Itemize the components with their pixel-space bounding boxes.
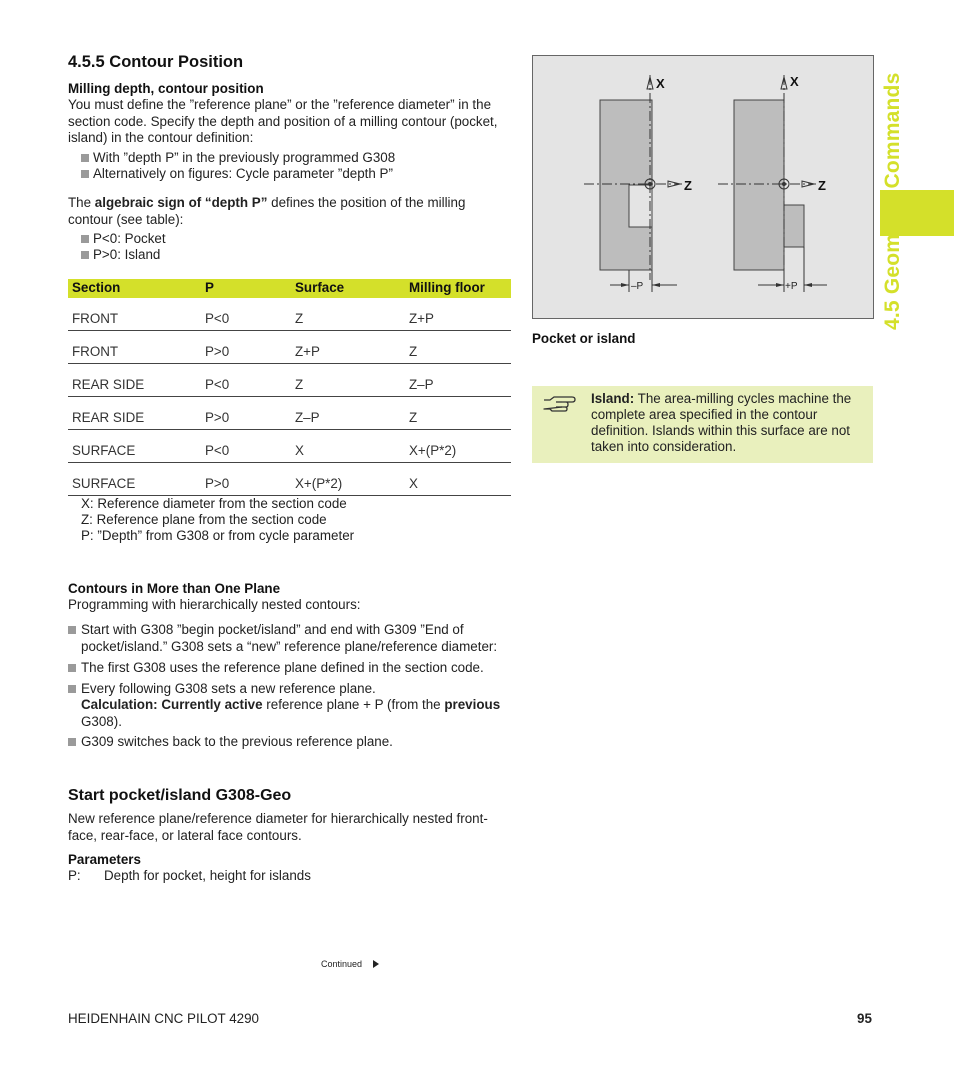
table-cell: Z–P	[291, 397, 405, 430]
table-cell: Z–P	[405, 364, 511, 397]
table-cell: Z+P	[405, 298, 511, 331]
table-cell: Z	[291, 364, 405, 397]
table-header: Section	[68, 279, 201, 298]
table-cell: X+(P*2)	[405, 430, 511, 463]
sign-bullet-2: P>0: Island	[81, 247, 160, 264]
table-cell: FRONT	[68, 298, 201, 331]
milling-bullet-1: With ”depth P” in the previously programmed G308	[81, 150, 395, 167]
contours-plane-intro: Programming with hierarchically nested contours:	[68, 597, 361, 612]
table-cell: X	[291, 430, 405, 463]
list-item: G309 switches back to the previous reference plane.	[68, 734, 513, 751]
legend-z: Z: Reference plane from the section code	[81, 512, 327, 527]
section-heading: 4.5.5 Contour Position	[68, 53, 244, 71]
contours-plane-title: Contours in More than One Plane	[68, 581, 281, 596]
table-cell: X	[405, 463, 511, 496]
table-row	[68, 331, 511, 364]
note-text: Island: The area-milling cycles machine the complete area specified in the contour definition. Islands within this surface are not taken into consideration.	[591, 391, 852, 454]
legend-p: P: ”Depth” from G308 or from cycle parameter	[81, 528, 355, 543]
island-step	[784, 205, 804, 247]
table-header: P	[201, 279, 291, 298]
figure-pocket-island	[532, 55, 874, 319]
table-cell: REAR SIDE	[68, 397, 201, 430]
dimension-plus-p: +P	[785, 281, 798, 292]
table-cell: Z	[291, 298, 405, 331]
list-item: Start with G308 ”begin pocket/island” and end with G309 ”End of pocket/island.” G308 sets a “new” reference plane/reference diameter:	[68, 622, 513, 655]
list-item: The first G308 uses the reference plane defined in the section code.	[68, 660, 513, 677]
figure-caption: Pocket or island	[532, 331, 636, 346]
page-number: 95	[857, 1011, 872, 1026]
table-row	[68, 397, 511, 430]
param-value: Depth for pocket, height for islands	[104, 868, 311, 883]
table-header: Surface	[291, 279, 405, 298]
dimension-minus-p: –P	[631, 281, 644, 292]
milling-depth-title: Milling depth, contour position	[68, 81, 264, 96]
milling-bullet-2: Alternatively on figures: Cycle parameter ”depth P”	[81, 166, 393, 183]
island-note	[532, 386, 873, 463]
sign-paragraph: The algebraic sign of “depth P” defines the position of the milling contour (see table):	[68, 195, 466, 227]
table-cell: FRONT	[68, 331, 201, 364]
table-cell: Z+P	[291, 331, 405, 364]
table-cell: Z	[405, 331, 511, 364]
pointing-hand-icon	[542, 392, 578, 414]
pocket-cutout	[629, 185, 652, 227]
table-cell: P<0	[201, 298, 291, 331]
right-workpiece	[734, 100, 784, 270]
table-cell: SURFACE	[68, 430, 201, 463]
table-cell: P>0	[201, 397, 291, 430]
table-cell: P>0	[201, 463, 291, 496]
table-cell: P>0	[201, 331, 291, 364]
position-table	[68, 279, 511, 496]
axis-x-label-right: X	[790, 74, 799, 89]
table-row	[68, 430, 511, 463]
sign-bullet-1: P<0: Pocket	[81, 231, 166, 248]
table-cell: P<0	[201, 430, 291, 463]
table-row	[68, 298, 511, 331]
table-cell: P<0	[201, 364, 291, 397]
param-key: P:	[68, 868, 81, 883]
table-cell: Z	[405, 397, 511, 430]
axis-x-label-left: X	[656, 76, 665, 91]
contours-plane-list	[68, 622, 513, 755]
table-row	[68, 463, 511, 496]
start-pocket-title: Start pocket/island G308-Geo	[68, 787, 292, 804]
milling-depth-text: You must define the ”reference plane” or the ”reference diameter” in the section code. Specify the depth and position of a milling contour (pocket, island) in the contour definition:	[68, 97, 498, 145]
table-cell: SURFACE	[68, 463, 201, 496]
arrow-right-icon	[373, 960, 379, 968]
chapter-side-title: 4.5 Geometry Commands	[881, 72, 904, 330]
axis-z-label-right: Z	[818, 178, 826, 193]
axis-z-label-left: Z	[684, 178, 692, 193]
list-item: Every following G308 sets a new reference plane. Calculation: Currently active reference plane + P (from the previous G308).	[68, 681, 513, 731]
continued-label: Continued	[321, 958, 379, 970]
table-cell: X+(P*2)	[291, 463, 405, 496]
table-row	[68, 364, 511, 397]
footer-left: HEIDENHAIN CNC PILOT 4290	[68, 1011, 259, 1026]
table-header-row	[68, 279, 511, 298]
start-pocket-text: New reference plane/reference diameter for hierarchically nested front-face, rear-face, or lateral face contours.	[68, 811, 488, 843]
table-cell: REAR SIDE	[68, 364, 201, 397]
table-header: Milling floor	[405, 279, 511, 298]
legend-x: X: Reference diameter from the section code	[81, 496, 347, 511]
parameters-title: Parameters	[68, 852, 141, 867]
